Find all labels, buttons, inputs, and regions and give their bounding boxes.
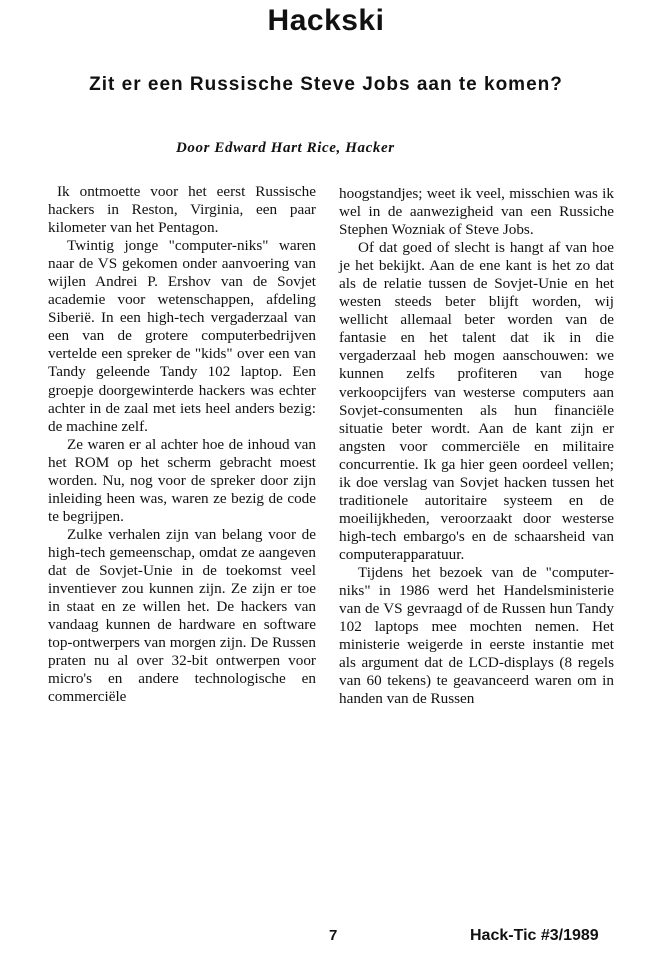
paragraph: hoogstandjes; weet ik veel, misschien was ik wel in de aanwezigheid van een Russiche Stephen Wozniak of Steve Jobs. <box>339 185 614 239</box>
paragraph: Zulke verhalen zijn van belang voor de high-tech gemeenschap, omdat ze aangeven dat de Sovjet-Unie in de toekomst veel inventiever zou kunnen zijn. Ze zijn er toe in staat en ze willen het. De hackers van vandaag kunnen de hardware en software top-ontwerpers van morgen zijn. De Russen praten nu al over 32-bit ontwerpen voor micro's en andere technologische en commerciële <box>48 525 316 706</box>
issue-label: Hack-Tic #3/1989 <box>470 927 599 944</box>
page-number: 7 <box>329 927 338 944</box>
left-column <box>48 183 316 706</box>
article-title: Hackski <box>267 4 385 37</box>
article-subtitle: Zit er een Russische Steve Jobs aan te komen? <box>89 74 563 95</box>
article-byline: Door Edward Hart Rice, Hacker <box>176 140 395 156</box>
paragraph: Of dat goed of slecht is hangt af van hoe je het bekijkt. Aan de ene kant is het zo dat als de relatie tussen de Sovjet-Unie en het westen steeds beter blijft worden, wij wellicht allemaal beter worden van de fantasie en het talent dat ik in die vergaderzaal heb mogen aanschouwen: we kunnen zelfs profiteren van hoge verkoopcijfers van westerse computers aan Sovjet-consumenten als hun financiële situatie beter wordt. Aan de kant zijn er angsten voor commerciële en militaire concurrentie. Ik ga hier geen oordeel vellen; ik doe verslag van Sovjet hacken tussen het traditionele autoritaire systeem en de moeilijkheden, veroorzaakt door westerse high-tech embargo's en de schaarsheid van computerapparatuur. <box>339 239 614 563</box>
right-column <box>339 185 614 708</box>
paragraph: Tijdens het bezoek van de "computer-niks" in 1986 werd het Handelsministerie van de VS gevraagd of de Russen hun Tandy 102 laptops mee mochten nemen. Het ministerie weigerde in eerste instantie met als argument dat de LCD-displays (8 regels van 60 tekens) te geavanceerd waren om in handen van de Russen <box>339 563 614 708</box>
paragraph: Twintig jonge "computer-niks" waren naar de VS gekomen onder aanvoering van wijlen Andrei P. Ershov van de Sovjet academie voor wetenschappen, afdeling Siberië. In een high-tech vergaderzaal van een van de grotere computerbedrijven vertelde een spreker de "kids" over een van Tandy geleende Tandy 102 laptop. Een groepje doorgewinterde hackers was echter achter in de zaal met iets heel anders bezig: de machine zelf. <box>48 237 316 435</box>
paragraph: Ik ontmoette voor het eerst Russische hackers in Reston, Virginia, een paar kilometer van het Pentagon. <box>48 183 316 237</box>
paragraph: Ze waren er al achter hoe de inhoud van het ROM op het scherm gebracht moest worden. Nu, nog voor de spreker door zijn inleiding heen was, waren ze bezig de code te begrijpen. <box>48 435 316 525</box>
